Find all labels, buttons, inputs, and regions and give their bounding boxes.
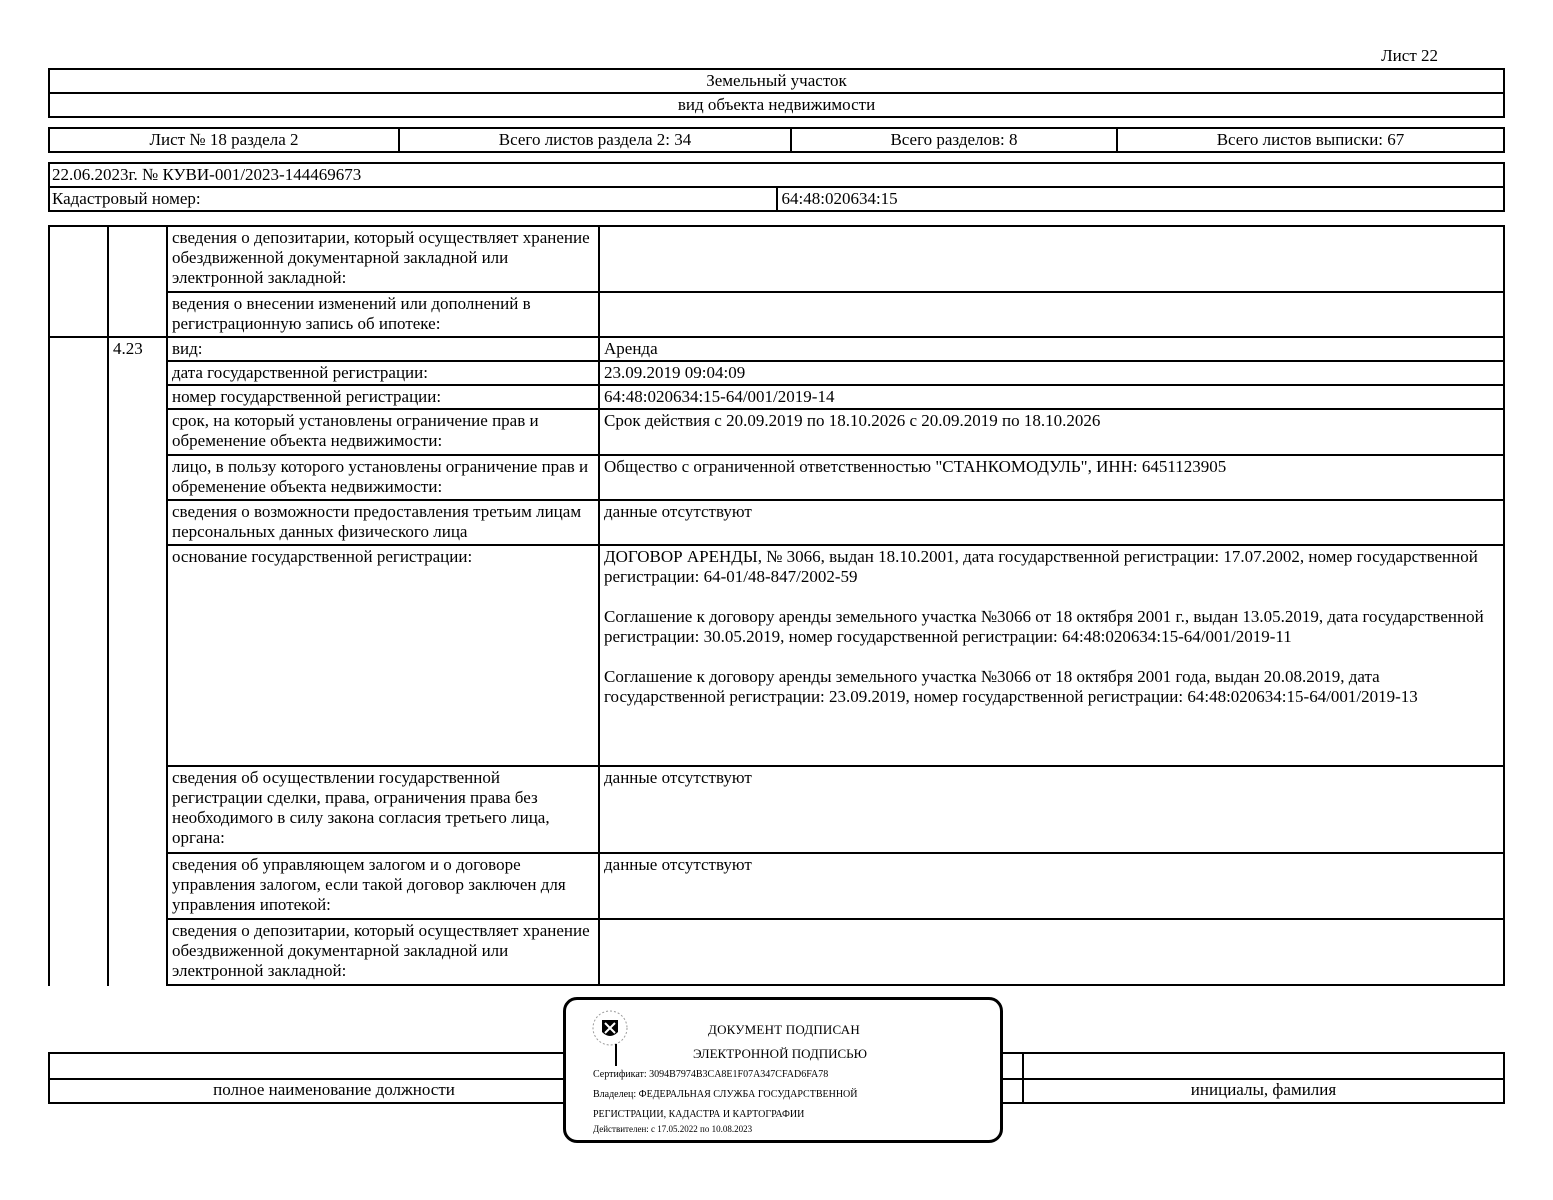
table-row — [49, 385, 1504, 409]
row-label: лицо, в пользу которого установлены ограничение прав и обременение объекта недвижимости: — [167, 455, 599, 500]
row-label: сведения о депозитарии, который осуществляет хранение обездвиженной документарной закладной или электронной закладной: — [167, 919, 599, 985]
table-row — [49, 361, 1504, 385]
stamp-valid: Действителен: с 17.05.2022 по 10.08.2023 — [593, 1124, 753, 1134]
table-row — [49, 292, 1504, 337]
extract-sheets-total: Всего листов выписки: 67 — [1117, 128, 1504, 152]
table-row — [49, 226, 1504, 292]
cadastral-label: Кадастровый номер: — [49, 187, 777, 211]
row-label: номер государственной регистрации: — [167, 385, 599, 409]
row-value: данные отсутствуют — [599, 766, 1504, 853]
table-row — [49, 337, 1504, 361]
sheet-label: Лист 22 — [1381, 46, 1438, 65]
table-row — [49, 853, 1504, 919]
row-label: срок, на который установлены ограничение прав и обременение объекта недвижимости: — [167, 409, 599, 455]
table-row — [49, 455, 1504, 500]
row-value — [599, 292, 1504, 337]
stamp-certificate: Сертификат: 3094B7974B3CA8E1F07A347CFAD6FA78 — [593, 1069, 829, 1080]
date-number: 22.06.2023г. № КУВИ-001/2023-144469673 — [49, 163, 1504, 187]
sheet-number: Лист № 18 раздела 2 — [49, 128, 399, 152]
stamp-title-2: ЭЛЕКТРОННОЙ ПОДПИСЬЮ — [693, 1046, 867, 1061]
coat-of-arms-icon — [590, 1008, 630, 1048]
row-value: Срок действия с 20.09.2019 по 18.10.2026 с 20.09.2019 по 18.10.2026 — [599, 409, 1504, 455]
row-label: сведения о депозитарии, который осуществляет хранение обездвиженной документарной закладной или электронной закладной: — [167, 226, 599, 292]
object-type: Земельный участок — [49, 69, 1504, 93]
basis-value: Соглашение к договору аренды земельного участка №3066 от 18 октября 2001 г., выдан 13.05.2019, дата государственной регистрации: 30.05.2019, номер государственной регистрации: 64:48:020634:15-64/001/2019-11 — [604, 607, 1484, 646]
table-row — [49, 919, 1504, 985]
cadastral-value: 64:48:020634:15 — [777, 187, 1505, 211]
row-label: ведения о внесении изменений или дополнений в регистрационную запись об ипотеке: — [167, 292, 599, 337]
section-sheets-total: Всего листов раздела 2: 34 — [399, 128, 791, 152]
table-row — [49, 500, 1504, 545]
row-label: вид: — [167, 337, 599, 361]
row-value: Общество с ограниченной ответственностью "СТАНКОМОДУЛЬ", ИНН: 6451123905 — [599, 455, 1504, 500]
basis-value: Соглашение к договору аренды земельного участка №3066 от 18 октября 2001 года, выдан 20.08.2019, дата государственной регистрации: 23.09.2019, номер государственной регистрации: 64:48:020634:15-64/001/2019-13 — [604, 667, 1418, 706]
entry-number: 4.23 — [108, 337, 167, 986]
table-row — [49, 409, 1504, 455]
stamp-owner: Владелец: ФЕДЕРАЛЬНАЯ СЛУЖБА ГОСУДАРСТВЕННОЙ — [593, 1089, 858, 1100]
row-value: Аренда — [599, 337, 1504, 361]
sheet-counts-table — [48, 127, 1505, 153]
row-value: данные отсутствуют — [599, 500, 1504, 545]
row-value: 23.09.2019 09:04:09 — [599, 361, 1504, 385]
name-caption: инициалы, фамилия — [1023, 1079, 1504, 1103]
row-label: сведения об осуществлении государственной регистрации сделки, права, ограничения права без необходимого в силу закона согласия третьего лица, органа: — [167, 766, 599, 853]
row-label: основание государственной регистрации: — [167, 545, 599, 766]
object-type-table — [48, 68, 1505, 118]
stamp-title-1: ДОКУМЕНТ ПОДПИСАН — [708, 1022, 860, 1037]
signature-stamp — [563, 997, 1003, 1143]
row-value: 64:48:020634:15-64/001/2019-14 — [599, 385, 1504, 409]
main-table — [48, 225, 1505, 986]
table-row — [49, 766, 1504, 853]
row-label: сведения о возможности предоставления третьим лицам персональных данных физического лица — [167, 500, 599, 545]
row-value: данные отсутствуют — [599, 853, 1504, 919]
row-value — [599, 226, 1504, 292]
basis-values — [599, 545, 1504, 766]
row-label: сведения об управляющем залогом и о договоре управления залогом, если такой договор заключен для управления ипотекой: — [167, 853, 599, 919]
position-caption: полное наименование должности — [49, 1079, 619, 1103]
stamp-owner-cont: РЕГИСТРАЦИИ, КАДАСТРА И КАРТОГРАФИИ — [593, 1109, 805, 1120]
cadastral-table — [48, 162, 1505, 212]
row-value — [599, 919, 1504, 985]
basis-value: ДОГОВОР АРЕНДЫ, № 3066, выдан 18.10.2001, дата государственной регистрации: 17.07.2002, номер государственной регистрации: 64-01/48-847/2002-59 — [604, 547, 1478, 586]
table-row — [49, 545, 1504, 766]
sections-total: Всего разделов: 8 — [791, 128, 1117, 152]
row-label: дата государственной регистрации: — [167, 361, 599, 385]
object-type-caption: вид объекта недвижимости — [49, 93, 1504, 117]
